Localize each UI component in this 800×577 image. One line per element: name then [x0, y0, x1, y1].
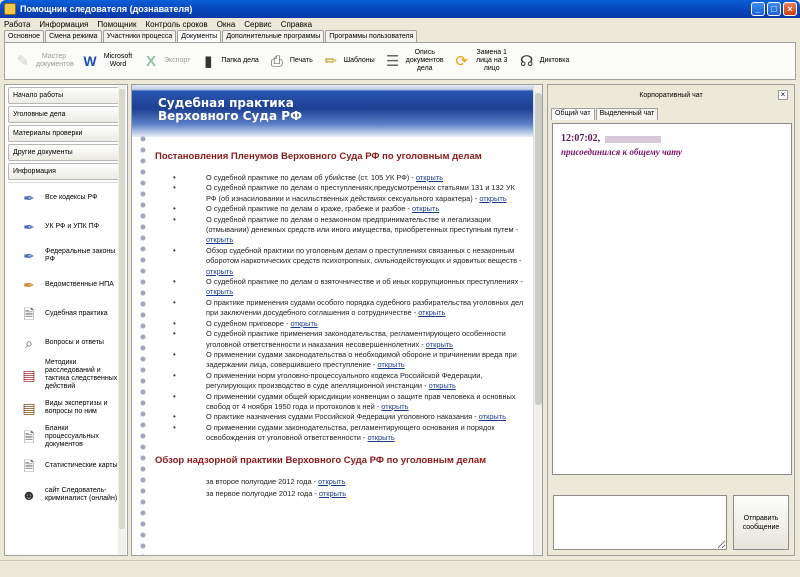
info-item-codes[interactable]: ✒ Все кодексы РФ: [8, 183, 124, 212]
notebook-spiral: [135, 135, 151, 555]
ruling-item: [155, 183, 527, 204]
message-text: присоединился к общему чату: [561, 147, 682, 157]
ruling-text: О применении судами законодательства, регламентирующего основания и порядок освобождения от уголовной ответственности -: [206, 422, 495, 443]
ruling-item: [155, 204, 527, 214]
open-link[interactable]: открыть: [318, 476, 346, 486]
document-icon: 🗎: [23, 457, 35, 474]
pen-icon: ✒: [23, 276, 35, 293]
document-scroll-thumb[interactable]: [535, 93, 542, 405]
ruling-text: О применении норм уголовно-процессуального кодекса Российской Федерации, регулирующих производство в суде апелляционной инстанции -: [206, 370, 483, 391]
ruling-item: [155, 350, 527, 371]
info-item-blanks[interactable]: 🗎 Бланки процессуальных документов: [8, 422, 124, 451]
ruling-item: [155, 392, 527, 413]
templates-button[interactable]: ✏ Шаблоны: [321, 45, 375, 77]
nav-other-docs[interactable]: Другие документы: [8, 144, 124, 161]
ruling-item: [155, 371, 527, 392]
chat-tabs: [548, 108, 794, 120]
tab-selected-chat[interactable]: Выделенный чат: [596, 108, 659, 120]
document-icon: 🗎: [23, 428, 35, 445]
nav-criminal-cases[interactable]: Уголовные дела: [8, 106, 124, 123]
print-button[interactable]: ⎙ Печать: [267, 45, 313, 77]
ruling-text: О практике назначения судами Российской Федерации уголовного наказания -: [206, 412, 477, 422]
menu-item-service[interactable]: Сервис: [244, 19, 272, 29]
menu-item-work[interactable]: Работа: [4, 19, 31, 29]
status-bar: [0, 560, 800, 577]
open-link[interactable]: открыть: [377, 360, 405, 370]
document-banner: [132, 85, 534, 137]
close-button[interactable]: ×: [783, 2, 797, 16]
tab-mode[interactable]: Смена режима: [45, 30, 101, 42]
ruling-text: О судебной практике по делам о взяточничестве и об иных коррупционных преступлениях -: [206, 277, 523, 287]
ruling-text: О судебном приговоре -: [206, 318, 289, 328]
ruling-item: [155, 246, 527, 277]
export-button[interactable]: X Экспорт: [141, 45, 190, 77]
ruling-item: [155, 173, 527, 183]
menu-bar: [0, 18, 800, 30]
ruling-item: [155, 423, 527, 444]
info-item-methods[interactable]: ▤ Методики расследований и тактика следственных действий: [8, 357, 124, 393]
window-title: Помощник следователя (дознавателя): [20, 4, 193, 14]
nav-check-materials[interactable]: Материалы проверки: [8, 125, 124, 142]
case-folder-button[interactable]: ▮ Папка дела: [198, 45, 259, 77]
master-button[interactable]: ✎ Мастер документов: [13, 45, 72, 77]
section-title-review: Обзор надзорной практики Верховного Суда РФ по уголовным делам: [155, 454, 487, 466]
ruling-text: О судебной практике по делам об убийстве (ст. 105 УК РФ) -: [206, 173, 414, 182]
title-bar: [0, 0, 800, 18]
info-item-site[interactable]: ☻ сайт Следователь-криминалист (онлайн): [8, 480, 124, 509]
ruling-item: [155, 215, 527, 246]
chat-panel: [547, 84, 795, 556]
info-item-expertise[interactable]: ▤ Виды экспертизы и вопросы по ним: [8, 393, 124, 422]
document-scrollbar[interactable]: [533, 85, 542, 555]
open-link[interactable]: открыть: [206, 266, 234, 276]
ruling-item: [155, 412, 527, 422]
message-time: 12:07:02,: [561, 133, 601, 144]
ruling-text: О судебной практике по делам о краже, грабеже и разбое -: [206, 204, 410, 214]
ribbon-tabs: [4, 30, 417, 42]
book-icon: ▤: [22, 367, 36, 383]
ruling-text: О судебной практике по делам о преступлениях,предусмотренных статьями 131 и 132 УК РФ (об изнасиловании и насильственных действиях сексуального характера) -: [206, 183, 515, 203]
open-link[interactable]: открыть: [479, 193, 507, 203]
open-link[interactable]: открыть: [411, 204, 440, 214]
document-body: [155, 151, 527, 500]
sidebar-scrollbar[interactable]: [118, 85, 126, 555]
ruling-item: [155, 329, 527, 350]
ruling-item: [155, 319, 527, 329]
info-item-qa[interactable]: ⌕ Вопросы и ответы: [8, 328, 124, 357]
ruling-text: О применении судами общей юрисдикции конвенции о защите прав человека и основных свобод от 4 ноября 1950 года и протоколов к ней -: [206, 391, 516, 411]
review-text: за второе полугодие 2012 года -: [206, 476, 317, 486]
document-icon: 🗎: [23, 305, 35, 322]
chat-log: [552, 123, 792, 475]
chat-input[interactable]: [553, 495, 727, 550]
sidebar: [4, 84, 128, 556]
menu-item-windows[interactable]: Окна: [216, 19, 236, 29]
chat-close-icon[interactable]: ×: [778, 90, 788, 100]
open-link[interactable]: открыть: [206, 287, 234, 297]
tab-extra-programs[interactable]: Дополнительные программы: [222, 30, 324, 42]
book-icon: ▤: [22, 399, 36, 416]
ruling-item: [155, 277, 527, 298]
wand-icon: ✎: [16, 53, 30, 70]
minimize-button[interactable]: _: [751, 2, 765, 16]
open-link[interactable]: открыть: [415, 173, 444, 182]
section-title-plenum: Постановления Пленумов Верховного Суда РФ по уголовным делам: [155, 151, 482, 162]
person-icon: ☻: [21, 486, 37, 503]
tab-participants[interactable]: Участники процесса: [103, 30, 177, 42]
banner-title: Судебная практика Верховного Суда РФ: [158, 96, 302, 123]
printer-icon: ⎙: [270, 52, 283, 70]
sidebar-scroll-thumb[interactable]: [119, 89, 125, 529]
ruling-text: О применении судами законодательства о необходимой обороне и причинении вреда при задержании лица, совершившего преступление -: [206, 349, 517, 370]
information-list: [8, 182, 124, 509]
open-link[interactable]: открыть: [206, 235, 234, 245]
word-icon: W: [83, 53, 97, 69]
info-item-departmental[interactable]: ✒ Ведомственные НПА: [8, 270, 124, 299]
maximize-button[interactable]: □: [767, 2, 781, 16]
binder-icon: ▮: [204, 53, 213, 70]
pen-icon: ✒: [23, 189, 35, 206]
headset-icon: ☊: [520, 53, 534, 70]
magnifier-icon: ⌕: [25, 334, 33, 351]
message-author-redacted: [605, 136, 661, 143]
ruling-text: О судебной практике применения законодательства, регламентирующего особенности уголовной ответственности и наказания несовершеннолетних -: [206, 329, 506, 349]
document-view: [131, 84, 543, 556]
open-link[interactable]: открыть: [367, 433, 395, 443]
ruling-text: О судебной практике по делам о незаконном предпринимательстве и легализации (отмывании) денежных средств или иного имущества, приобретенных преступным путем -: [206, 214, 519, 235]
open-link[interactable]: открыть: [425, 339, 454, 349]
tab-main[interactable]: Основное: [4, 30, 44, 42]
open-link[interactable]: открыть: [418, 308, 446, 318]
info-item-federal-laws[interactable]: ✒ Федеральные законы РФ: [8, 241, 124, 270]
menu-item-help[interactable]: Справка: [280, 19, 313, 29]
ruling-text: О практике применения судами особого порядка судебного разбирательства уголовных дел при заключении досудебного соглашения о сотрудничестве -: [206, 297, 524, 318]
menu-item-deadlines[interactable]: Контроль сроков: [145, 19, 208, 29]
review-item: [155, 476, 527, 488]
chat-title: Корпоративный чат: [639, 91, 703, 99]
open-link[interactable]: открыть: [318, 488, 347, 498]
pen-icon: ✒: [23, 247, 35, 264]
send-message-button[interactable]: Отправить сообщение: [733, 495, 789, 550]
person-replace-button[interactable]: ⟳ Замена 1 лица на 3 лицо: [452, 45, 509, 77]
rulings-list: [155, 173, 527, 444]
list-icon: ☰: [385, 53, 400, 70]
review-text: за первое полугодие 2012 года -: [206, 488, 317, 498]
ruling-text: Обзор судебной практики по уголовным делам о преступлениях связанных с незаконным оборотом наркотических средств психотропных, сильнодействующих и ядовитых веществ -: [206, 245, 522, 266]
nav-start[interactable]: Начало работы: [8, 87, 124, 104]
open-link[interactable]: открыть: [290, 318, 318, 328]
tab-documents[interactable]: Документы: [177, 30, 221, 43]
pencil-icon: ✏: [324, 53, 338, 70]
chat-header: [548, 85, 794, 105]
toolbar: [4, 42, 796, 80]
info-item-statistics[interactable]: 🗎 Статистические карты: [8, 451, 124, 480]
open-link[interactable]: открыть: [428, 381, 456, 391]
dictation-button[interactable]: ☊ Диктовка: [517, 45, 570, 77]
info-item-uk-upk[interactable]: ✒ УК РФ и УПК ПФ: [8, 212, 124, 241]
ruling-item: [155, 298, 527, 319]
tab-user-programs[interactable]: Программы пользователя: [325, 30, 417, 42]
menu-item-helper[interactable]: Помощник: [97, 19, 137, 29]
open-link[interactable]: открыть: [381, 401, 409, 411]
excel-icon: X: [145, 52, 156, 70]
info-item-court-practice[interactable]: 🗎 Судебная практика: [8, 299, 124, 328]
inventory-button[interactable]: ☰ Опись документов дела: [383, 45, 444, 77]
tab-common-chat[interactable]: Общий чат: [551, 108, 595, 120]
replace-icon: ⟳: [455, 53, 468, 70]
review-item: [155, 488, 527, 500]
app-icon: [4, 3, 16, 15]
nav-information[interactable]: Информация: [8, 163, 124, 180]
word-button[interactable]: W Microsoft Word: [80, 45, 133, 77]
open-link[interactable]: открыть: [478, 412, 506, 422]
menu-item-information[interactable]: Информация: [39, 19, 89, 29]
pen-icon: ✒: [23, 218, 35, 235]
reviews-list: [155, 476, 527, 500]
